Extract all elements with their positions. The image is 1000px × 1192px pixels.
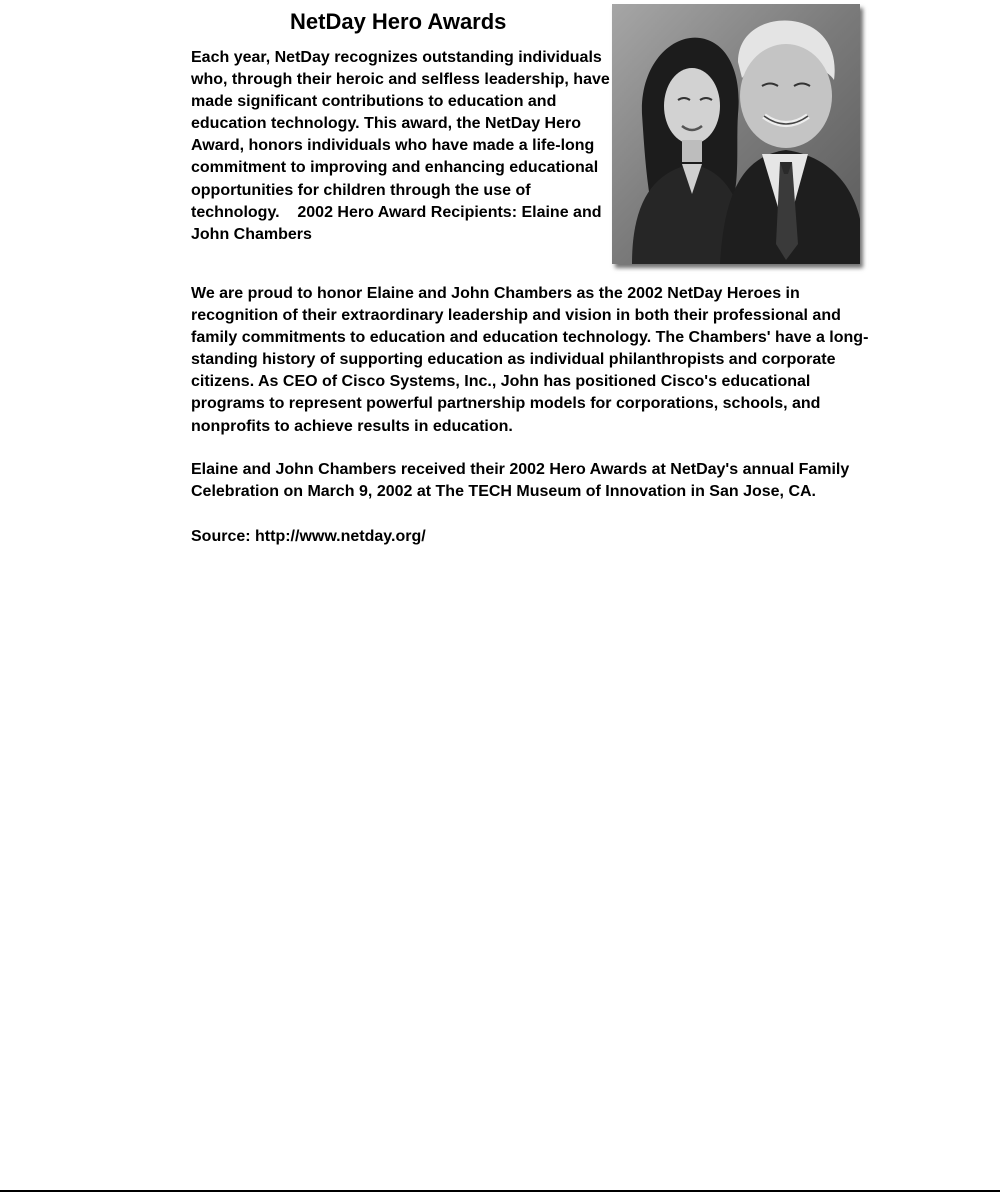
source-line: Source: http://www.netday.org/: [191, 528, 426, 545]
intro-paragraph: Each year, NetDay recognizes outstanding individuals who, through their heroic and selfless leadership, have made significant contributions to education and education technology. This award, the NetDay Hero Award, honors individuals who have made a life-long commitment to improving and enhancing educational opportunities for children through the use of technology. 2002 Hero Award Recipients: Elaine and John Chambers: [191, 49, 610, 243]
honor-paragraph: We are proud to honor Elaine and John Chambers as the 2002 NetDay Heroes in recognition of their extraordinary leadership and vision in both their professional and family commitments to education and education technology. The Chambers' have a long-standing history of supporting education as individual philanthropists and corporate citizens. As CEO of Cisco Systems, Inc., John has positioned Cisco's educational programs to represent powerful partnership models for corporations, schools, and nonprofits to achieve results in education.: [191, 285, 869, 435]
recipients-photo: [612, 4, 860, 264]
recipients-photo-graphic: [612, 4, 860, 264]
page-title: NetDay Hero Awards: [290, 9, 507, 34]
ceremony-paragraph: Elaine and John Chambers received their 2002 Hero Awards at NetDay's annual Family Celebration on March 9, 2002 at The TECH Museum of Innovation in San Jose, CA.: [191, 461, 850, 501]
